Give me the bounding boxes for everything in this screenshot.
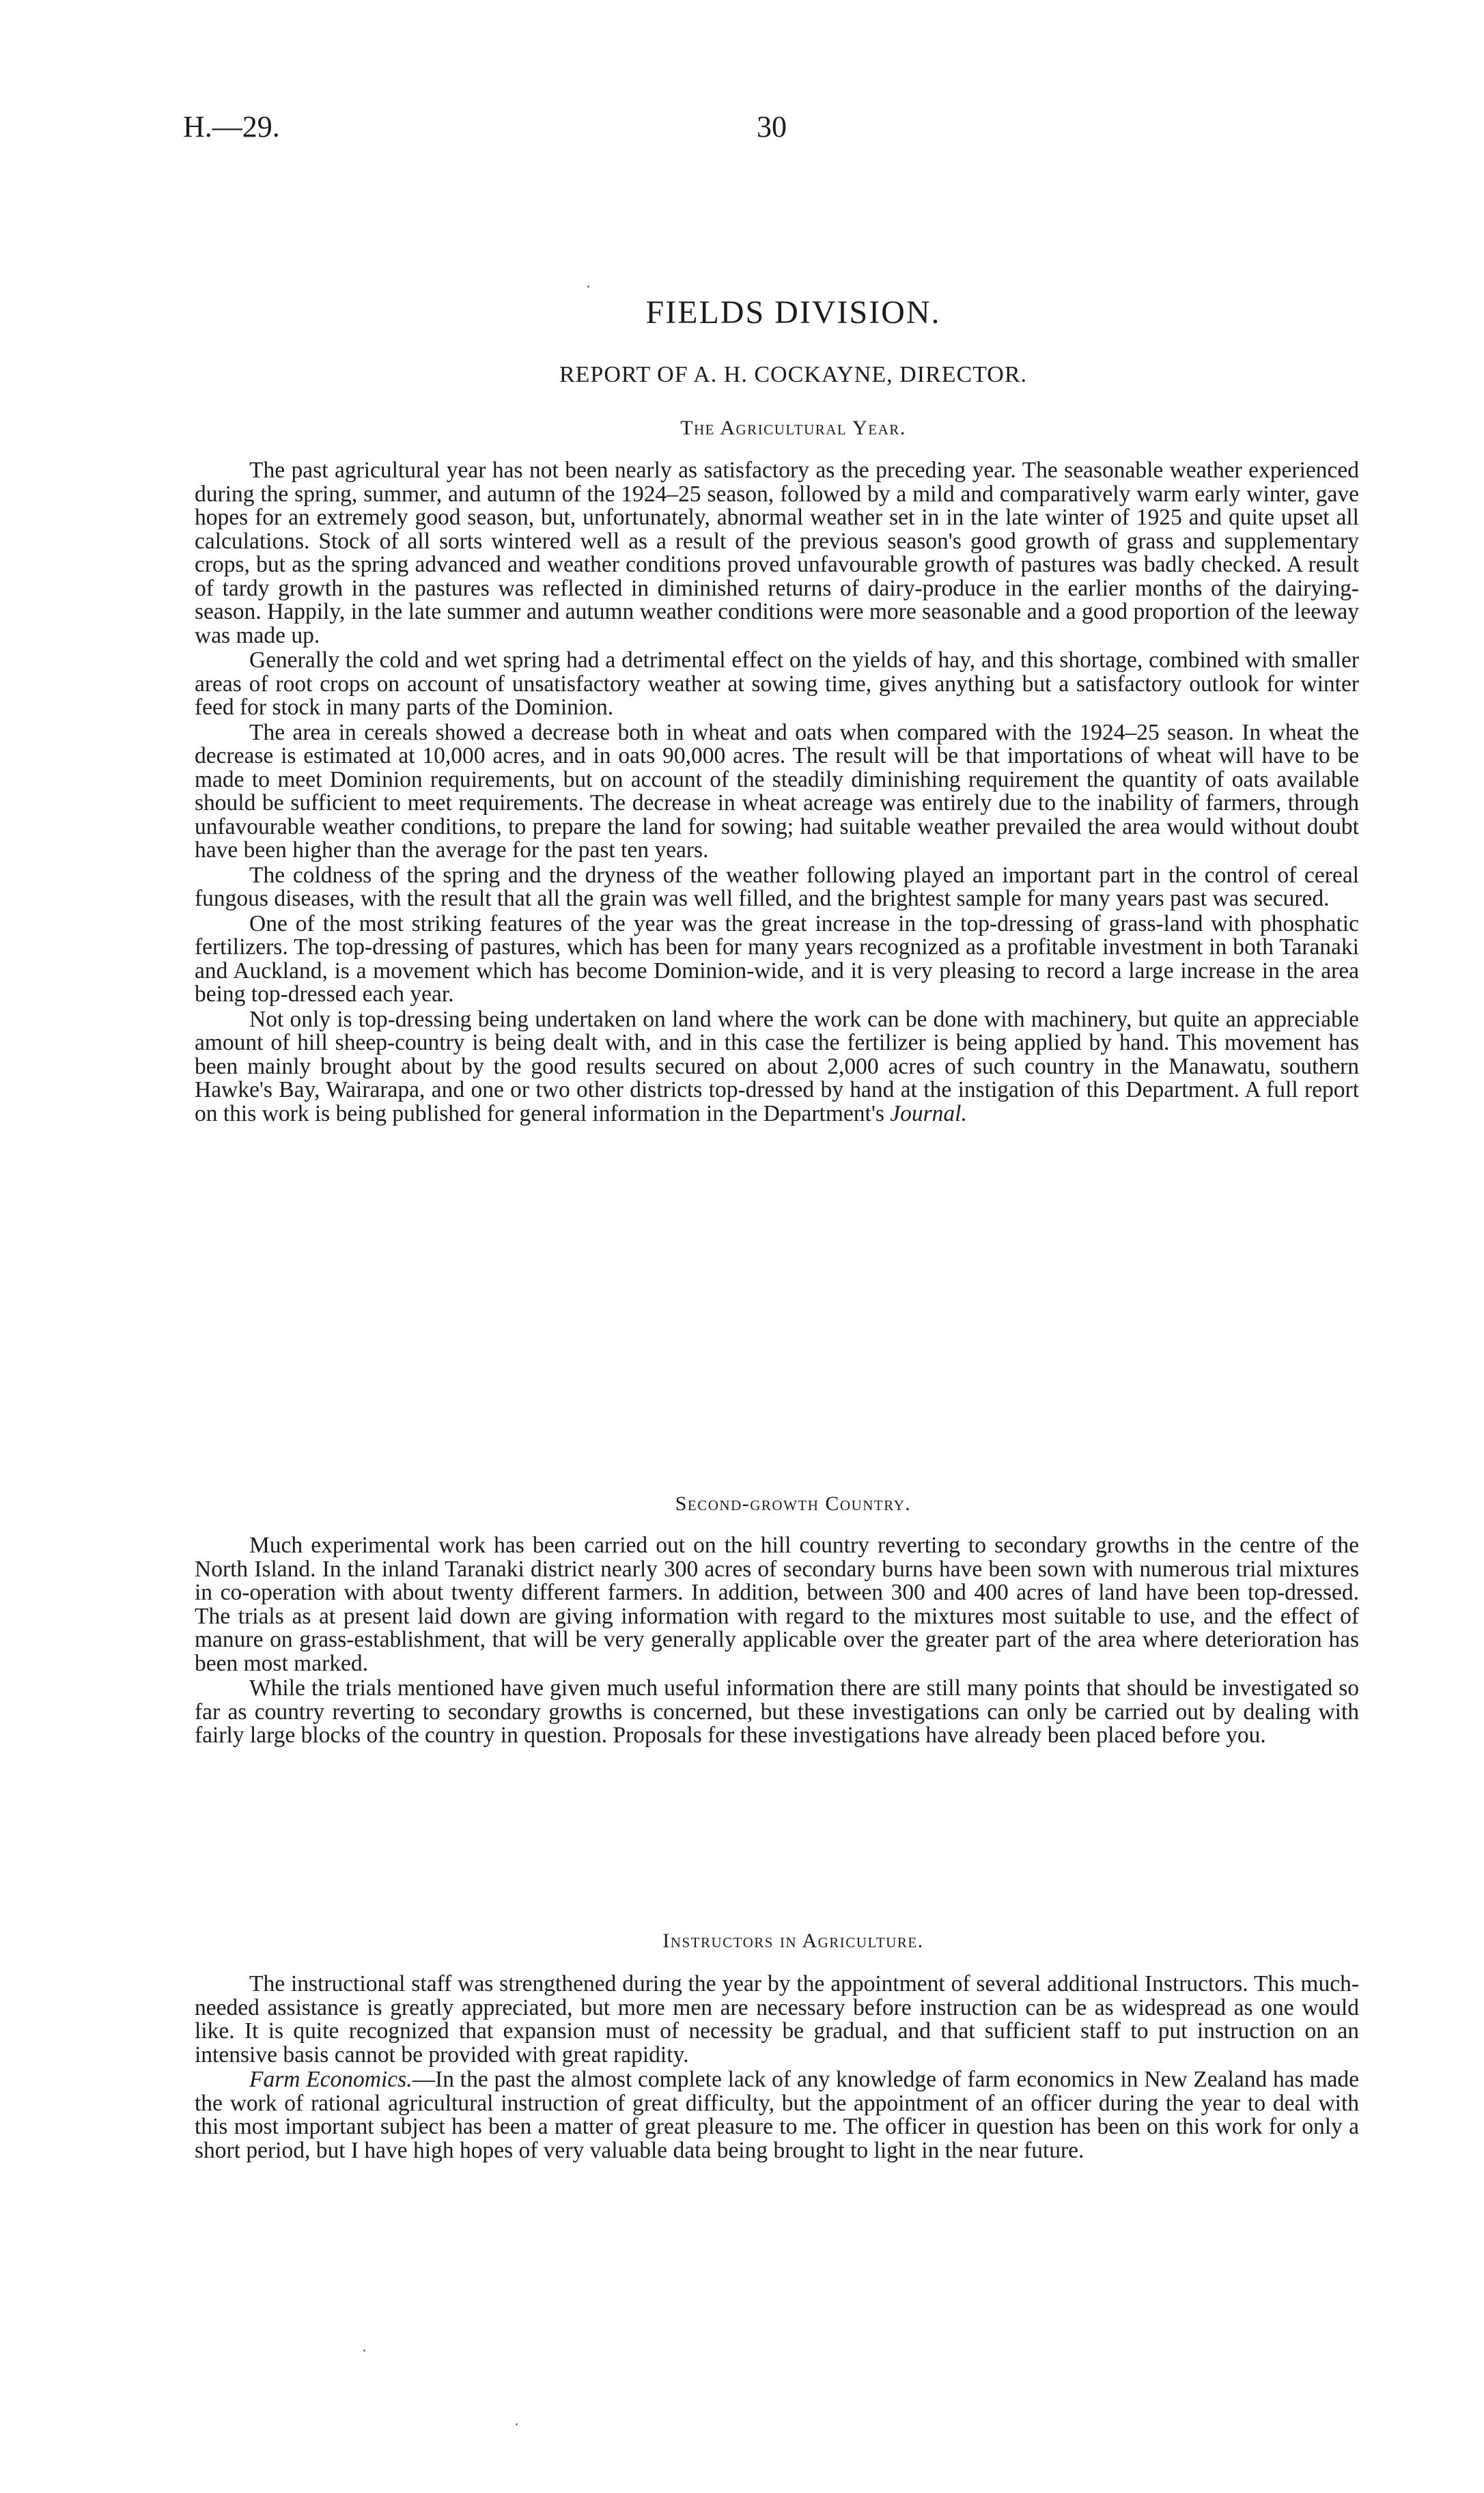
section-second-growth [195,1534,1359,1748]
page-title: FIELDS DIVISION. [645,294,941,331]
paragraph [195,1008,1359,1126]
print-speck [587,285,589,288]
paragraph: Much experimental work has been carried out on the hill country reverting to secondary growths in the centre of the North Island. In the inland Taranaki district nearly 300 acres of secondary burns have been sown with numerous trial mixtures in co-operation with about twenty different farmers. In addition, between 300 and 400 acres of land have been top-dressed. The trials as at present laid down are giving information with regard to the mixtures most suitable to use, and the effect of manure on grass-establishment, that will be very generally applicable over the greater part of the area where deterioration has been most marked. [195,1533,1359,1676]
report-subtitle: REPORT OF A. H. COCKAYNE, DIRECTOR. [559,362,1028,387]
paragraph: While the trials mentioned have given much useful information there are still many points that should be investigated so far as country reverting to secondary growths is concerned, but these investigations can only be carried out by dealing with fairly large blocks of the country in question. Proposals for these investigations have already been placed before you. [195,1675,1359,1748]
paragraph [195,2068,1359,2162]
paragraph: One of the most striking features of the year was the great increase in the top-dressing of grass-land with phosphatic fertilizers. The top-dressing of pastures, which has been for many years recognized as a profitable investment in both Taranaki and Auckland, is a movement which has become Dominion-wide, and it is very pleasing to record a large increase in the area being top-dressed each year. [195,910,1359,1007]
section-instructors [195,1973,1359,2162]
print-speck [516,2423,518,2425]
paragraph-text: Not only is top-dressing being undertaken on land where the work can be done with machinery, but quite an appreciable amount of hill sheep-country is being dealt with, and in this case the fertilizer is being applied by hand. This movement has been mainly brought about by the good results secured on about 2,000 acres of such country in the Manawatu, southern Hawke's Bay, Wairarapa, and one or two other districts top-dressed by hand at the instigation of this Department. A full report on this work is being published for general information in the Department's [195,1006,1359,1126]
page-number: 30 [757,110,787,143]
section-agricultural-year [195,459,1359,1126]
paragraph: The instructional staff was strengthened during the year by the appointment of several additional Instructors. This much-needed assistance is greatly appreciated, but more men are necessary before instruction can be as widespread as one would like. It is quite recognized that expansion must of necessity be gradual, and that sufficient staff to put instruction on an intensive basis cannot be provided with great rapidity. [195,1971,1359,2067]
paragraph: The area in cereals showed a decrease both in wheat and oats when compared with the 1924–25 season. In wheat the decrease is estimated at 10,000 acres, and in oats 90,000 acres. The result will be that importations of wheat will have to be made to meet Dominion requirements, but on account of the steadily diminishing requirement the quantity of oats available should be sufficient to meet requirements. The decrease in wheat acreage was entirely due to the inability of farmers, through unfavourable weather conditions, to prepare the land for sowing; had suitable weather prevailed the area would without doubt have been higher than the average for the past ten years. [195,719,1359,863]
section-heading-agricultural-year: The Agricultural Year. [680,417,906,439]
paragraph: The coldness of the spring and the dryness of the weather following played an important part in the control of cereal fungous diseases, with the result that all the grain was well filled, and the brightest sample for many years past was secured. [195,862,1359,911]
journal-title: Journal. [890,1100,967,1126]
farm-economics-text: —In the past the almost complete lack of any knowledge of farm economics in New Zealand has made the work of rational agricultural instruction of great difficulty, but the appointment of an officer during the year to deal with this most important subject has been a matter of great pleasure to me. The officer in question has been on this work for only a short period, but I have high hopes of very valuable data being brought to light in the near future. [195,2067,1359,2163]
document-reference: H.—29. [183,110,280,143]
print-speck [363,2350,365,2352]
section-heading-instructors: Instructors in Agriculture. [662,1930,924,1952]
farm-economics-lead: Farm Economics. [249,2067,412,2092]
paragraph: Generally the cold and wet spring had a detrimental effect on the yields of hay, and this shortage, combined with smaller areas of root crops on account of unsatisfactory weather at sowing time, gives anything but a satisfactory outlook for winter feed for stock in many parts of the Dominion. [195,647,1359,720]
section-heading-second-growth: Second-growth Country. [675,1492,912,1515]
running-head [183,109,1358,150]
paragraph: The past agricultural year has not been nearly as satisfactory as the preceding year. The seasonable weather experienced during the spring, summer, and autumn of the 1924–25 season, followed by a mild and comparatively warm early winter, gave hopes for an extremely good season, but, unfortunately, abnormal weather set in in the late winter of 1925 and quite upset all calculations. Stock of all sorts wintered well as a result of the previous season's good growth of grass and supplementary crops, but as the spring advanced and weather conditions proved unfavourable growth of pastures was badly checked. A result of tardy growth in the pastures was reflected in diminished returns of dairy-produce in the earlier months of the dairying-season. Happily, in the late summer and autumn weather conditions were more seasonable and a good proportion of the leeway was made up. [195,458,1359,648]
